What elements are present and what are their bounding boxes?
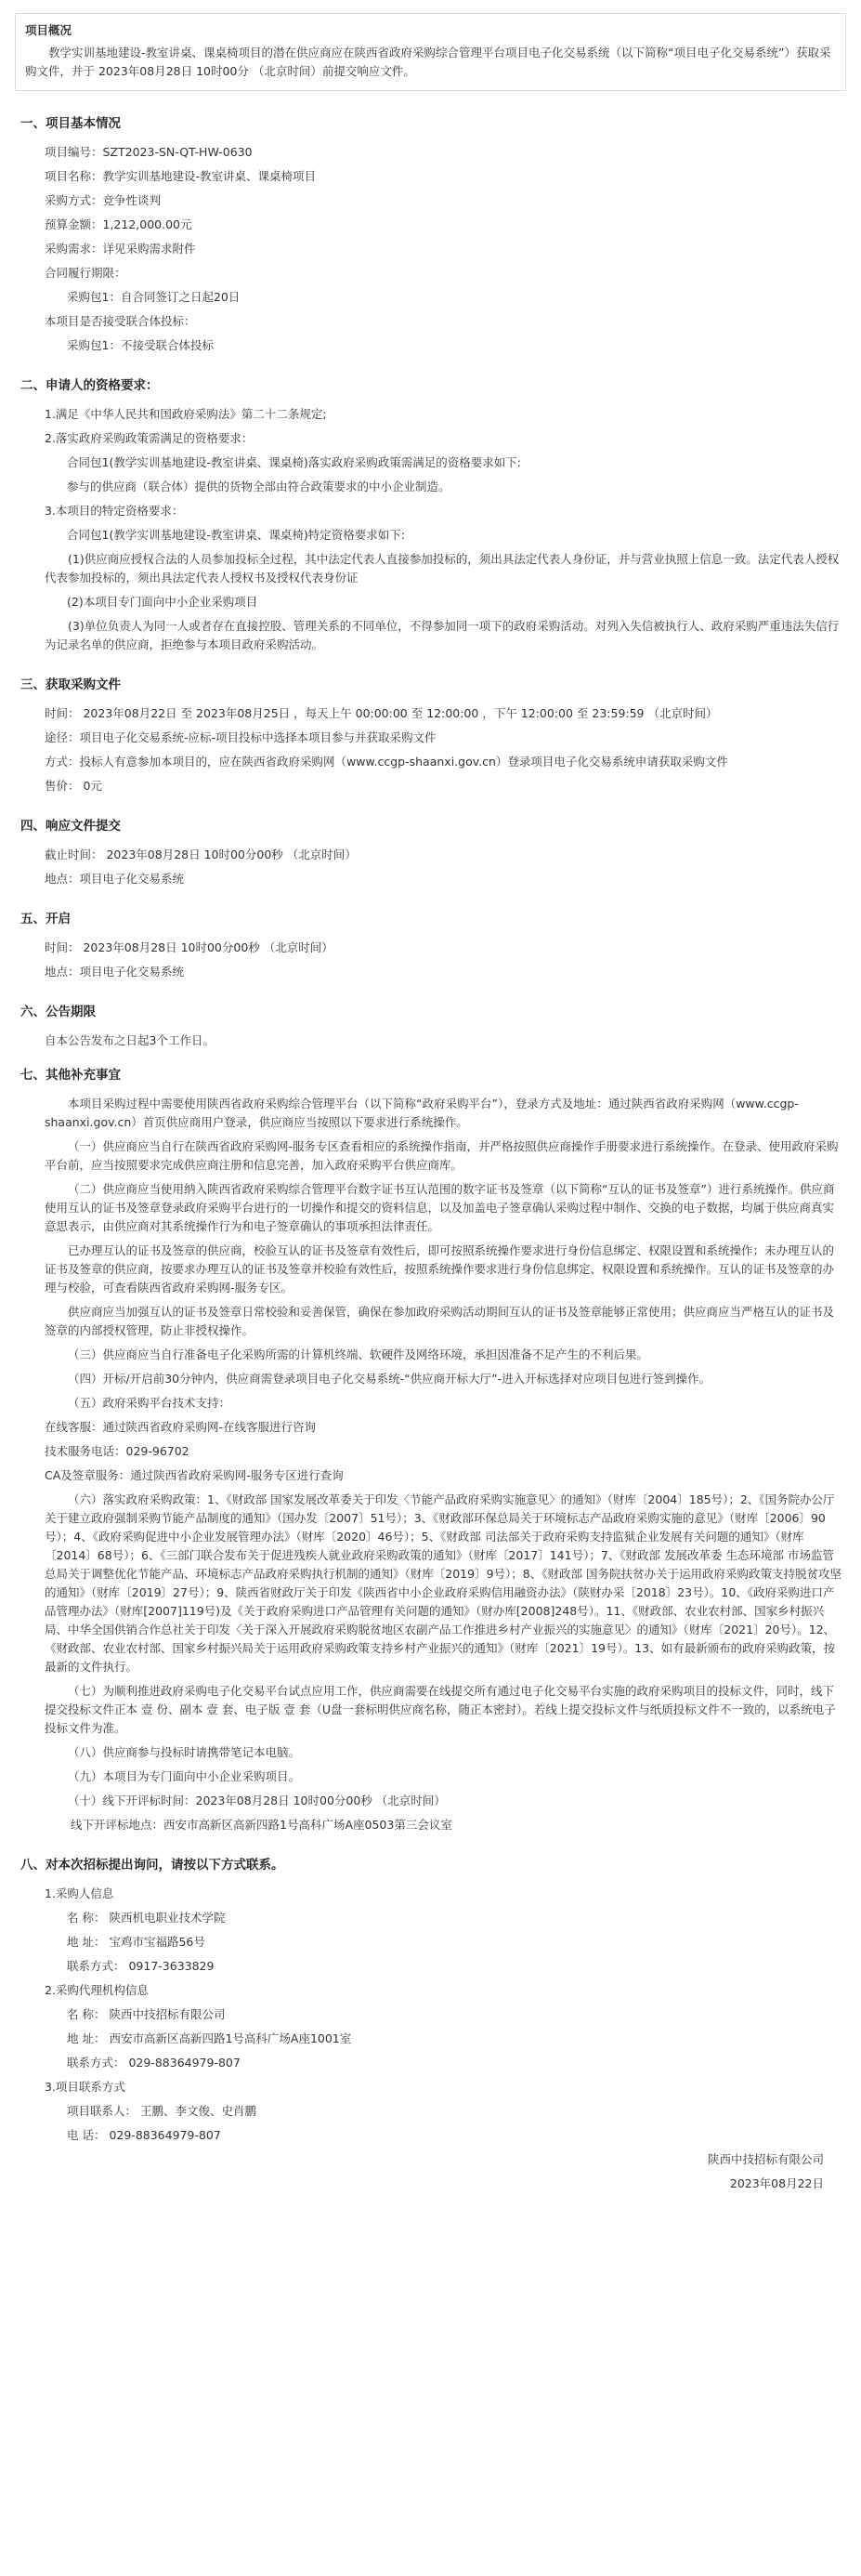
- opening-place: 地点：项目电子化交易系统: [45, 965, 185, 979]
- procurement-method: 采购方式：竞争性谈判: [45, 193, 162, 207]
- other-paragraph-8: （五）政府采购平台技术支持：: [68, 1396, 231, 1410]
- section-qualification: [15, 375, 846, 654]
- section-title-qualification: 二、申请人的资格要求：: [20, 378, 159, 393]
- section-submission: [15, 816, 846, 888]
- section-notice-period: [15, 1002, 846, 1050]
- purchaser-address: 地 址： 宝鸡市宝福路56号: [67, 1935, 205, 1949]
- support-ca-service: CA及签章服务：通过陕西省政府采购网-服务专区进行查询: [45, 1468, 344, 1482]
- other-paragraph-5: 供应商应当加强互认的证书及签章日常校验和妥善保管，确保在参加政府采购活动期间互认的证书及签章能够正常使用；供应商应当严格互认的证书及签章的内部授权管理，防止非授权操作。: [45, 1305, 835, 1337]
- other-paragraph-policies: （六）落实政府采购政策：1、《财政部 国家发展改革委关于印发〈节能产品政府采购实施意见〉的通知》（财库〔2004〕185号）；2、《国务院办公厅关于建立政府强制采购节能产品制度的通知》（国办发〔2007〕51号）；3、《财政部环保总局关于环境标志产品政府采购实施的意见》（财库〔2006〕90号）；4、《政府采购促进中小企业发展管理办法》（财库〔2020〕46号）；5、《财政部 司法部关于政府采购支持监狱企业发展有关问题的通知》（财库〔2014〕68号）；6、《三部门联合发布关于促进残疾人就业政府采购政策的通知》（财库〔2017〕141号）；7、《财政部 发展改革委 生态环境部 市场监管总局关于调整优化节能产品、环境标志产品政府采购执行机制的通知》（财库〔2019〕9号）；8、《财政部 国务院扶贫办关于运用政府采购政策支持脱贫攻坚的通知》（财库〔2019〕27号）；9、陕西省财政厅关于印发《陕西省中小企业政府采购信用融资办法》（陕财办采〔2018〕23号）。10、《政府采购进口产品管理办法》（财库[2007]119号)及《关于政府采购进口产品管理有关问题的通知》（财办库[2008]248号）。11、《财政部、农业农村部、国家乡村振兴局、中华全国供销合作总社关于印发〈关于深入开展政府采购脱贫地区农副产品工作推进乡村产业振兴的实施意见〉的通知》（财库〔2021〕20号）。12、《财政部、农业农村部、国家乡村振兴局关于运用政府采购政策支持乡村产业振兴的通知》（财库〔2021〕19号）。13、如有最新颁布的政府采购政策，按最新的文件执行。: [45, 1492, 841, 1674]
- qualification-line-7: (1)供应商应授权合法的人员参加投标全过程，其中法定代表人直接参加投标的，须出具法定代表人身份证，并与营业执照上信息一致。法定代表人授权代表参加投标的，须出具法定代表人授权书及授权代表身份证: [45, 552, 840, 585]
- opening-time: 时间： 2023年08月28日 10时00分00秒 （北京时间）: [45, 940, 333, 954]
- get-documents-price: 售价： 0元: [45, 779, 102, 793]
- section-title-other-matters: 七、其他补充事宜: [20, 1068, 121, 1083]
- project-name: 项目名称：教学实训基地建设-教室讲桌、课桌椅项目: [45, 169, 317, 183]
- project-code: 项目编号：SZT2023-SN-QT-HW-0630: [45, 145, 253, 159]
- qualification-line-6: 合同包1(教学实训基地建设-教室讲桌、课桌椅)特定资格要求如下:: [67, 528, 405, 542]
- support-online-service: 在线客服：通过陕西省政府采购网-在线客服进行咨询: [45, 1420, 317, 1434]
- agent-address: 地 址： 西安市高新区高新四路1号高科广场A座1001室: [67, 2031, 352, 2045]
- purchaser-name: 名 称： 陕西机电职业技术学院: [67, 1911, 226, 1925]
- section-title-opening: 五、开启: [20, 912, 71, 927]
- project-contact-title: 3.项目联系方式: [45, 2080, 125, 2094]
- section-title-submission: 四、响应文件提交: [20, 819, 121, 834]
- other-paragraph-9th: （九）本项目为专门面向中小企业采购项目。: [68, 1769, 301, 1783]
- footer-date: 2023年08月22日: [729, 2176, 824, 2190]
- submission-deadline: 截止时间： 2023年08月28日 10时00分00秒 （北京时间）: [45, 848, 357, 861]
- section-get-documents: [15, 675, 846, 795]
- other-paragraph-1: 本项目采购过程中需要使用陕西省政府采购综合管理平台（以下简称“政府采购平台”），登录方式及地址：通过陕西省政府采购网（www.ccgp-shaanxi.gov.cn）首页供应商用户登录，供应商应当按照以下要求进行系统操作。: [45, 1097, 799, 1129]
- other-paragraph-7: （四）开标/开启前30分钟内，供应商需登录项目电子化交易系统-“供应商开标大厅”-进入开标选择对应项目包进行签到操作。: [68, 1372, 711, 1386]
- contract-period-label: 合同履行期限：: [45, 266, 126, 280]
- budget-amount: 预算金额：1,212,000.00元: [45, 217, 192, 231]
- submission-place: 地点：项目电子化交易系统: [45, 872, 185, 886]
- other-paragraph-7th: （七）为顺利推进政府采购电子化交易平台试点应用工作，供应商需要在线提交所有通过电子化交易平台实施的政府采购项目的投标文件，同时，线下提交投标文件正本 壹 份、副本 壹 套、电子版 壹 套（U盘一套标明供应商名称，随正本密封）。若线上提交投标文件与纸质投标文件不一致的，以系统电子投标文件为准。: [45, 1684, 836, 1735]
- qualification-line-9: (3)单位负责人为同一人或者存在直接控股、管理关系的不同单位，不得参加同一项下的政府采购活动。对列入失信被执行人、政府采购严重违法失信行为记录名单的供应商，拒绝参与本项目政府采购活动。: [45, 619, 840, 651]
- notice-period-text: 自本公告发布之日起3个工作日。: [45, 1033, 215, 1047]
- footer-company: 陕西中技招标有限公司: [707, 2152, 824, 2166]
- purchaser-phone: 联系方式： 0917-3633829: [67, 1959, 215, 1973]
- consortium-package: 采购包1：不接受联合体投标: [67, 338, 214, 352]
- overview-title: 项目概况: [25, 23, 72, 37]
- qualification-line-2: 2.落实政府采购政策需满足的资格要求：: [45, 431, 254, 445]
- section-title-get-documents: 三、获取采购文件: [20, 677, 121, 692]
- qualification-line-1: 1.满足《中华人民共和国政府采购法》第二十二条规定;: [45, 407, 327, 421]
- qualification-line-4: 参与的供应商（联合体）提供的货物全部由符合政策要求的中小企业制造。: [67, 480, 450, 493]
- agent-name: 名 称： 陕西中技招标有限公司: [67, 2007, 226, 2021]
- support-phone: 技术服务电话：029-96702: [45, 1444, 189, 1458]
- overview-text: 教学实训基地建设-教室讲桌、课桌椅项目的潜在供应商应在陕西省政府采购综合管理平台项目电子化交易系统（以下简称“项目电子化交易系统”）获取采购文件，并于 2023年08月28日 10时00分 （北京时间）前提交响应文件。: [25, 46, 831, 78]
- section-other-matters: [15, 1065, 846, 1834]
- project-contact-people: 项目联系人： 王鹏、李文俊、史肖鹏: [67, 2104, 256, 2118]
- section-title-contact: 八、对本次招标提出询问，请按以下方式联系。: [20, 1858, 284, 1873]
- purchaser-info-title: 1.采购人信息: [45, 1886, 114, 1900]
- other-paragraph-6: （三）供应商应当自行准备电子化采购所需的计算机终端、软硬件及网络环境，承担因准备不足产生的不利后果。: [68, 1347, 649, 1361]
- consortium-label: 本项目是否接受联合体投标：: [45, 314, 196, 328]
- section-contact: [15, 1855, 846, 2145]
- procurement-demand: 采购需求：详见采购需求附件: [45, 242, 196, 256]
- get-documents-way: 途径：项目电子化交易系统-应标-项目投标中选择本项目参与并获取采购文件: [45, 730, 437, 744]
- contract-period-package: 采购包1：自合同签订之日起20日: [67, 290, 241, 304]
- section-title-notice-period: 六、公告期限: [20, 1005, 96, 1019]
- get-documents-time: 时间： 2023年08月22日 至 2023年08月25日 ，每天上午 00:00:00 至 12:00:00 ，下午 12:00:00 至 23:59:59 （北京时间）: [45, 706, 718, 720]
- other-paragraph-3: （二）供应商应当使用纳入陕西省政府采购综合管理平台数字证书互认范围的数字证书及签章（以下简称“互认的证书及签章”）进行系统操作。供应商使用互认的证书及签章登录政府采购平台进行的一切操作和提交的资料信息，以及加盖电子签章确认采购过程中制作、交换的电子数据，均属于供应商真实意思表示，由供应商对其系统操作行为和电子签章确认的事项承担法律责任。: [45, 1182, 835, 1233]
- agent-info-title: 2.采购代理机构信息: [45, 1983, 149, 1997]
- other-paragraph-2: （一）供应商应当自行在陕西省政府采购网-服务专区查看相应的系统操作指南，并严格按照供应商操作手册要求进行系统操作。在登录、使用政府采购平台前，应当按照要求完成供应商注册和信息完善，加入政府采购平台供应商库。: [45, 1139, 839, 1172]
- section-basic-info: [15, 113, 846, 355]
- qualification-line-8: (2)本项目专门面向中小企业采购项目: [67, 595, 258, 609]
- project-contact-phone: 电 话： 029-88364979-807: [67, 2128, 221, 2142]
- section-title-basic-info: 一、项目基本情况: [20, 116, 121, 131]
- project-overview-box: [15, 13, 846, 91]
- agent-phone: 联系方式： 029-88364979-807: [67, 2056, 241, 2070]
- other-paragraph-8th: （八）供应商参与投标时请携带笔记本电脑。: [68, 1745, 301, 1759]
- other-paragraph-10th: （十）线下开评标时间：2023年08月28日 10时00分00秒 （北京时间）: [68, 1794, 446, 1807]
- qualification-line-3: 合同包1(教学实训基地建设-教室讲桌、课桌椅)落实政府采购政策需满足的资格要求如下:: [67, 455, 521, 469]
- qualification-line-5: 3.本项目的特定资格要求：: [45, 504, 184, 518]
- section-opening: [15, 909, 846, 981]
- offline-opening-place: 线下开评标地点：西安市高新区高新四路1号高科广场A座0503第三会议室: [71, 1818, 452, 1832]
- get-documents-mode: 方式：投标人有意参加本项目的，应在陕西省政府采购网（www.ccgp-shaanxi.gov.cn）登录项目电子化交易系统申请获取采购文件: [45, 755, 728, 769]
- other-paragraph-4: 已办理互认的证书及签章的供应商，校验互认的证书及签章有效性后，即可按照系统操作要求进行身份信息绑定、权限设置和系统操作；未办理互认的证书及签章的供应商，按要求办理互认的证书及签章并校验有效性后，按照系统操作要求进行身份信息绑定、权限设置和系统操作。互认的证书及签章的办理与校验，可查看陕西省政府采购网-服务专区。: [45, 1243, 835, 1295]
